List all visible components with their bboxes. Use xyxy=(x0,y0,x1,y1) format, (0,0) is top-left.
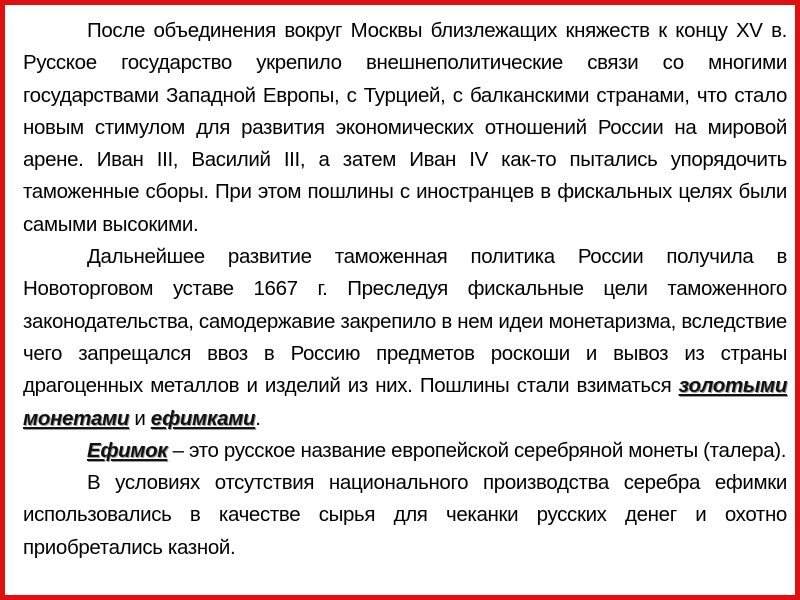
paragraph-3 xyxy=(23,435,787,467)
paragraph-1: После объединения вокруг Москвы близлежащих княжеств к концу XV в. Русское государство укрепило внешнеполитические связи со многими государствами Западной Европы, с Турцией, с балканскими странами, что стало новым стимулом для развития экономических отношений России на мировой арене. Иван III, Василий III, а затем Иван IV как-то пытались упорядочить таможенные сборы. При этом пошлины с иностранцев в фискальных целях были самыми высокими. xyxy=(23,19,787,236)
document-body xyxy=(23,15,787,564)
term-efimki: ефимками xyxy=(150,406,256,430)
paragraph-2-end: . xyxy=(255,406,261,430)
paragraph-2-text: Дальнейшее развитие таможенная политика России получила в Новоторговом уставе 1667 г. Преследуя фискальные цели таможенного законодательства, самодержавие закрепило в нем идеи монетаризма, вследствие чего запрещался ввоз в Россию предметов роскоши и вывоз из страны драгоценных металлов и изделий из них. Пошлины стали взиматься xyxy=(23,245,787,398)
term-gold-coins-1: золотыми xyxy=(678,374,787,398)
term-gold-coins-2: монетами xyxy=(23,406,129,430)
term-efimok: Ефимок xyxy=(87,438,168,462)
paragraph-2 xyxy=(23,241,787,435)
paragraph-4: В условиях отсутствия национального производства серебра ефимки использовались в качестве сырья для чеканки русских денег и охотно приобретались казной. xyxy=(23,471,787,559)
paragraph-3-text: – это русское название европейской серебряной монеты (талера). xyxy=(167,438,787,462)
paragraph-2-conjunction: и xyxy=(129,406,151,430)
